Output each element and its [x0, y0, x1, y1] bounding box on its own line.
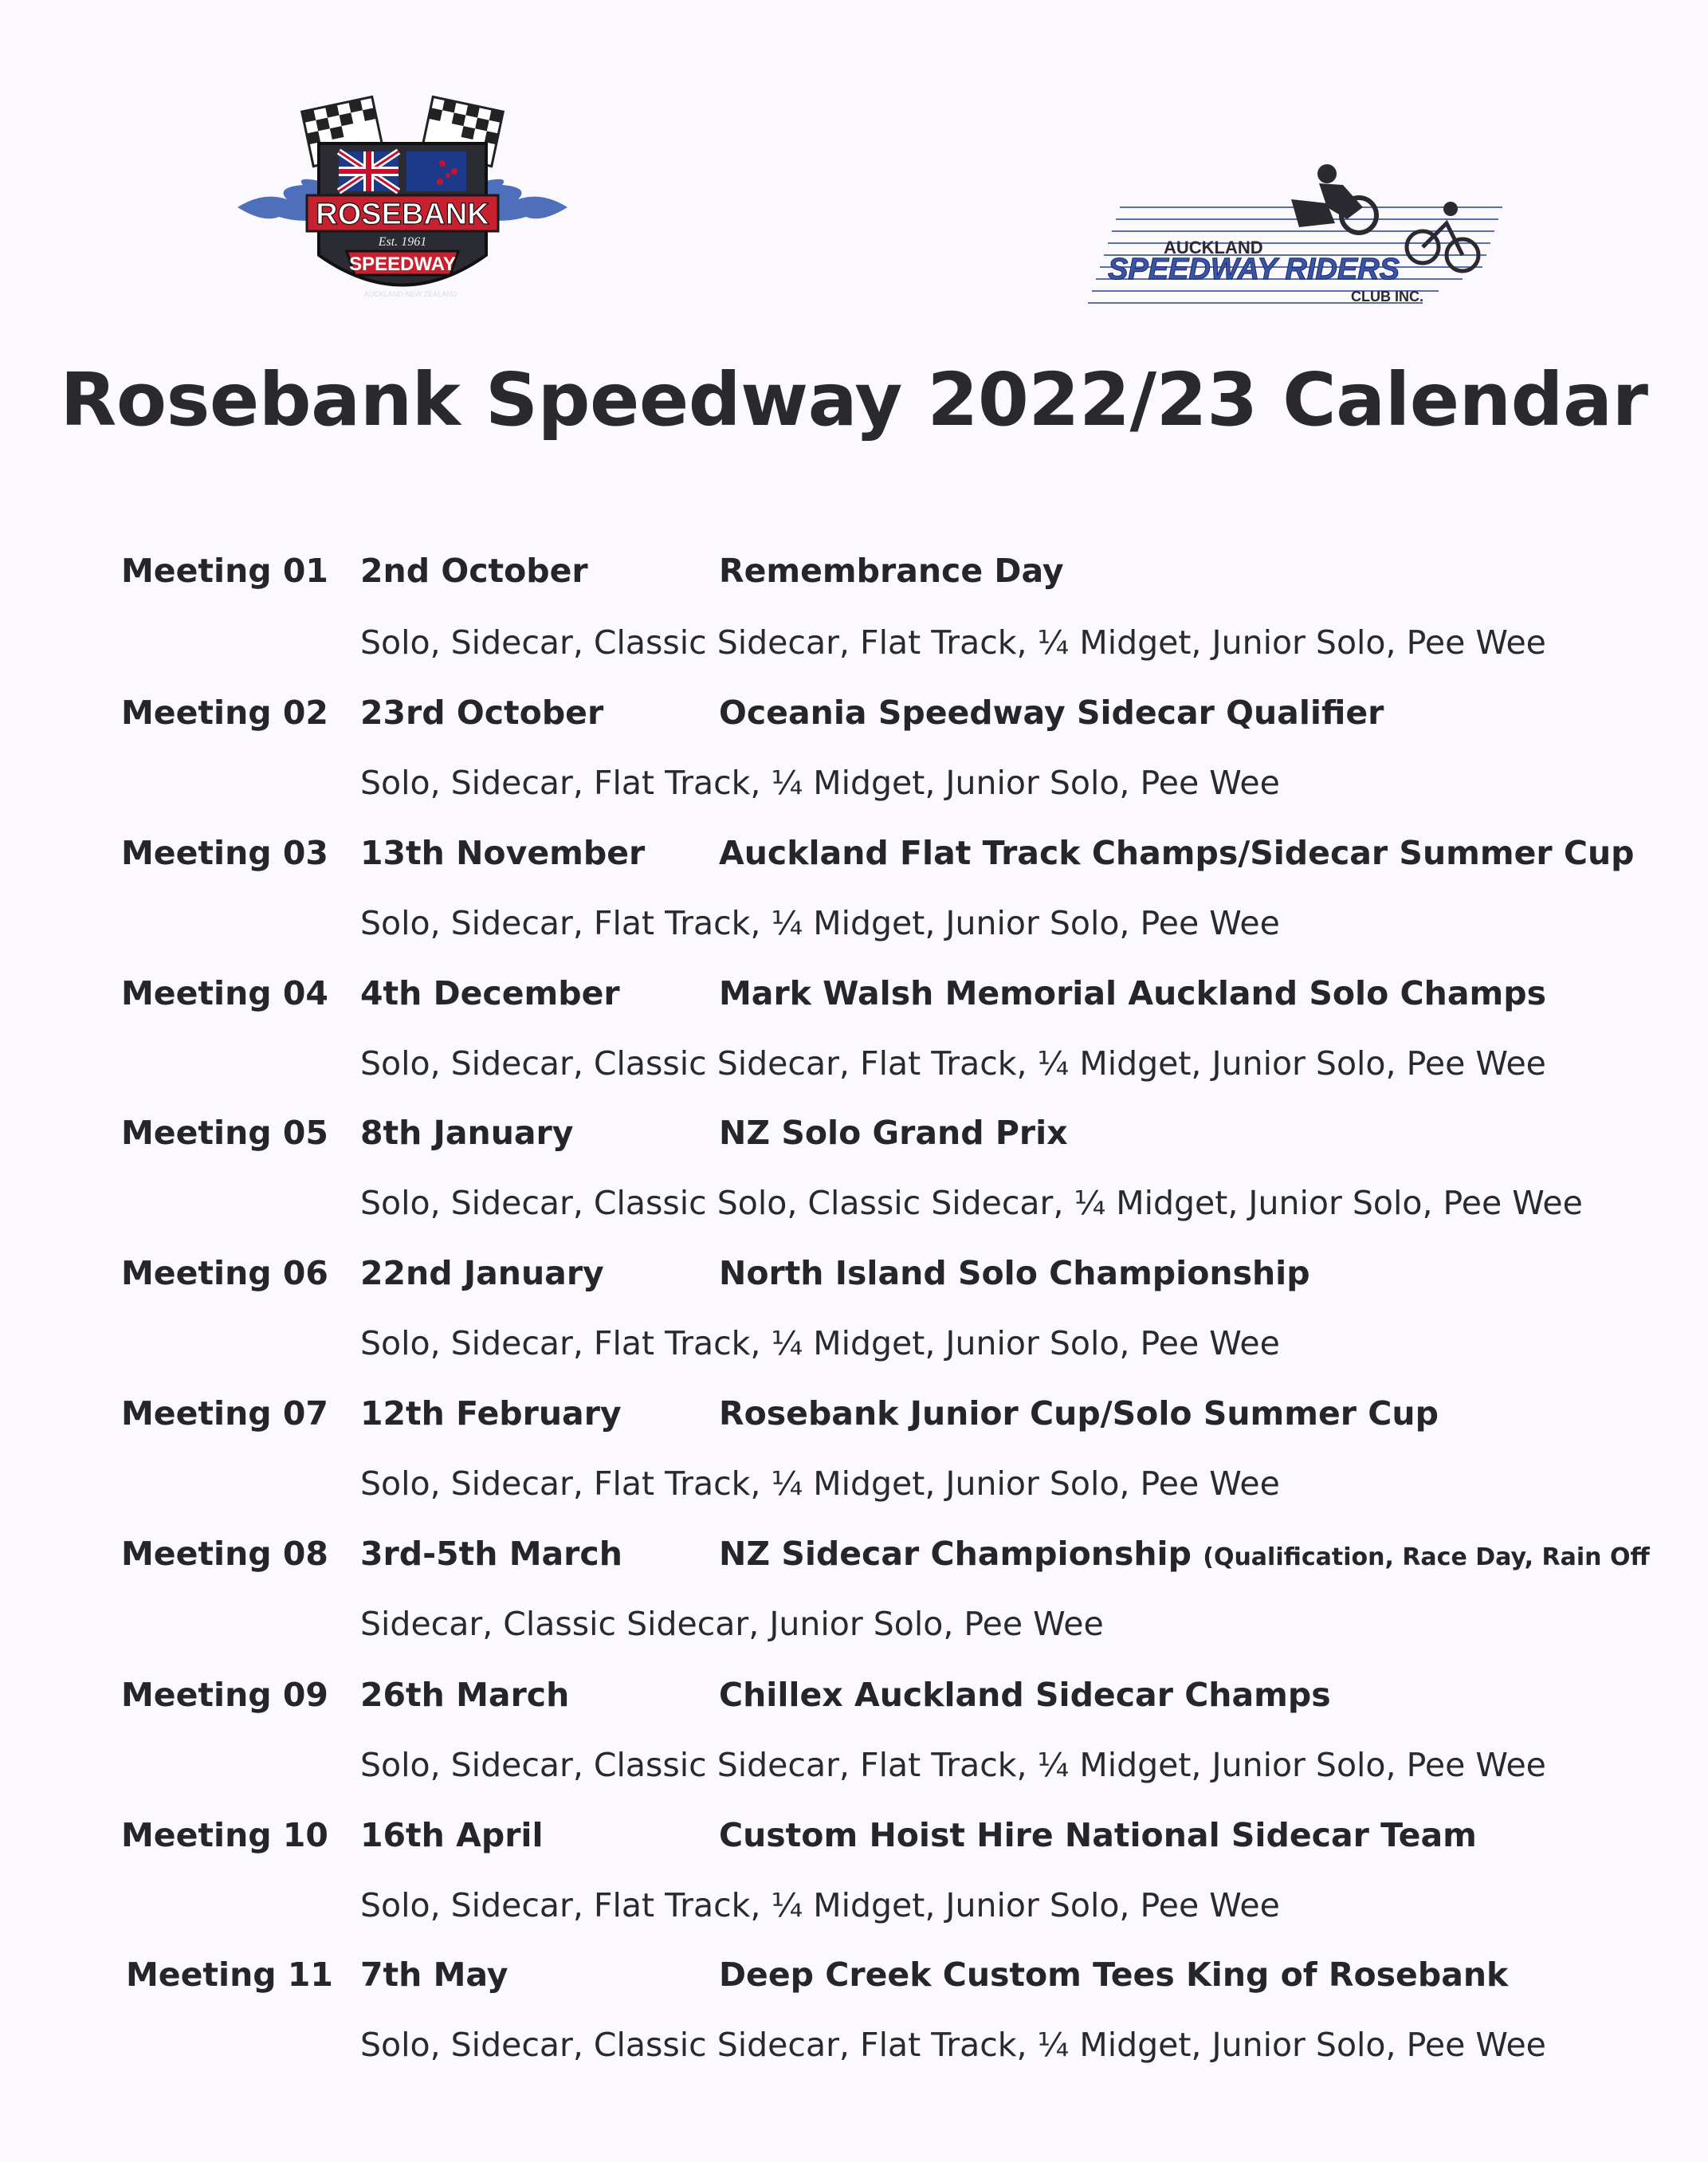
- meeting-row: [0, 974, 1708, 1030]
- meeting-label: Meeting 05: [121, 1114, 328, 1152]
- page-title: Rosebank Speedway 2022/23 Calendar: [60, 357, 1648, 442]
- meeting-label: Meeting 01: [121, 552, 328, 590]
- meeting-event-title: Remembrance Day: [719, 552, 1064, 590]
- rosebank-logo-sub: SPEEDWAY: [349, 254, 456, 275]
- meeting-row: [0, 1816, 1708, 1872]
- meeting-classes: Solo, Sidecar, Flat Track, ¼ Midget, Junior Solo, Pee Wee: [360, 764, 1280, 802]
- meeting-event: [719, 1535, 1650, 1573]
- meeting-event: [719, 1816, 1477, 1854]
- meeting-row: [0, 834, 1708, 890]
- meeting-label: Meeting 03: [121, 834, 328, 872]
- meeting-classes: Solo, Sidecar, Classic Sidecar, Flat Track, ¼ Midget, Junior Solo, Pee Wee: [360, 1746, 1546, 1784]
- meeting-label: Meeting 10: [121, 1816, 328, 1854]
- meeting-event-title: Oceania Speedway Sidecar Qualifier: [719, 694, 1384, 732]
- meeting-date: 16th April: [360, 1816, 544, 1854]
- meeting-event-title: NZ Solo Grand Prix: [719, 1114, 1068, 1152]
- meeting-event-title: NZ Sidecar Championship: [719, 1535, 1192, 1573]
- meeting-label: Meeting 09: [121, 1676, 328, 1714]
- meeting-classes: Solo, Sidecar, Classic Sidecar, Flat Track, ¼ Midget, Junior Solo, Pee Wee: [360, 623, 1546, 662]
- meeting-label: Meeting 11: [126, 1956, 333, 1994]
- meeting-date: 4th December: [360, 974, 620, 1012]
- auckland-speedway-riders-logo: [1088, 159, 1518, 319]
- meeting-row: [0, 1535, 1708, 1590]
- meeting-event-title: Rosebank Junior Cup/Solo Summer Cup: [719, 1394, 1439, 1433]
- meeting-event: [719, 974, 1546, 1012]
- rosebank-speedway-logo: [231, 88, 574, 319]
- meeting-date: 3rd-5th March: [360, 1535, 622, 1573]
- meeting-row: [0, 1254, 1708, 1310]
- meeting-event-title: Deep Creek Custom Tees King of Rosebank: [719, 1956, 1509, 1994]
- meeting-label: Meeting 06: [121, 1254, 328, 1292]
- meeting-event-title: North Island Solo Championship: [719, 1254, 1310, 1292]
- meeting-row: [0, 1676, 1708, 1732]
- rosebank-logo-est: Est. 1961: [378, 235, 427, 249]
- meeting-classes: Sidecar, Classic Sidecar, Junior Solo, Pee Wee: [360, 1605, 1104, 1643]
- meeting-row: [0, 1394, 1708, 1450]
- meeting-label: Meeting 04: [121, 974, 328, 1012]
- meeting-date: 23rd October: [360, 694, 604, 732]
- meeting-date: 8th January: [360, 1114, 574, 1152]
- meeting-event-title: Chillex Auckland Sidecar Champs: [719, 1676, 1331, 1714]
- rosebank-logo-text: ROSEBANK: [316, 198, 489, 231]
- meeting-event: [719, 552, 1064, 590]
- meeting-row: [0, 1956, 1708, 2011]
- meeting-classes: Solo, Sidecar, Flat Track, ¼ Midget, Junior Solo, Pee Wee: [360, 1464, 1280, 1503]
- meeting-classes: Solo, Sidecar, Classic Sidecar, Flat Track, ¼ Midget, Junior Solo, Pee Wee: [360, 2026, 1546, 2064]
- meeting-classes: Solo, Sidecar, Classic Sidecar, Flat Track, ¼ Midget, Junior Solo, Pee Wee: [360, 1044, 1546, 1083]
- meeting-date: 7th May: [360, 1956, 508, 1994]
- meeting-event: [719, 1676, 1331, 1714]
- meeting-event-title: Custom Hoist Hire National Sidecar Team: [719, 1816, 1477, 1854]
- meeting-row: [0, 1114, 1708, 1169]
- meeting-classes: Solo, Sidecar, Flat Track, ¼ Midget, Junior Solo, Pee Wee: [360, 1324, 1280, 1362]
- meeting-row: [0, 694, 1708, 749]
- meeting-event: [719, 1956, 1508, 1994]
- meeting-date: 22nd January: [360, 1254, 604, 1292]
- meeting-event-note: (Qualification, Race Day, Rain Off: [1203, 1543, 1650, 1571]
- meeting-date: 2nd October: [360, 552, 588, 590]
- meeting-label: Meeting 08: [121, 1535, 328, 1573]
- meeting-classes: Solo, Sidecar, Classic Solo, Classic Sidecar, ¼ Midget, Junior Solo, Pee Wee: [360, 1184, 1583, 1222]
- meeting-event: [719, 834, 1635, 872]
- meeting-date: 12th February: [360, 1394, 622, 1433]
- meeting-event: [719, 1114, 1068, 1152]
- meeting-event-title: Mark Walsh Memorial Auckland Solo Champs: [719, 974, 1546, 1012]
- meeting-classes: Solo, Sidecar, Flat Track, ¼ Midget, Junior Solo, Pee Wee: [360, 904, 1280, 942]
- meeting-date: 26th March: [360, 1676, 570, 1714]
- meeting-row: [0, 552, 1708, 607]
- asrc-logo-line2: SPEEDWAY RIDERS: [1108, 253, 1400, 286]
- asrc-logo-line1: AUCKLAND: [1164, 238, 1263, 257]
- asrc-logo-line3: CLUB INC.: [1351, 289, 1423, 305]
- meeting-event: [719, 1254, 1310, 1292]
- meeting-label: Meeting 02: [121, 694, 328, 732]
- meeting-label: Meeting 07: [121, 1394, 328, 1433]
- rosebank-logo-location: AUCKLAND NEW ZEALAND: [363, 290, 457, 298]
- meeting-event-title: Auckland Flat Track Champs/Sidecar Summer Cup: [719, 834, 1635, 872]
- meeting-date: 13th November: [360, 834, 646, 872]
- meeting-classes: Solo, Sidecar, Flat Track, ¼ Midget, Junior Solo, Pee Wee: [360, 1886, 1280, 1924]
- meeting-event: [719, 1394, 1439, 1433]
- meeting-event: [719, 694, 1384, 732]
